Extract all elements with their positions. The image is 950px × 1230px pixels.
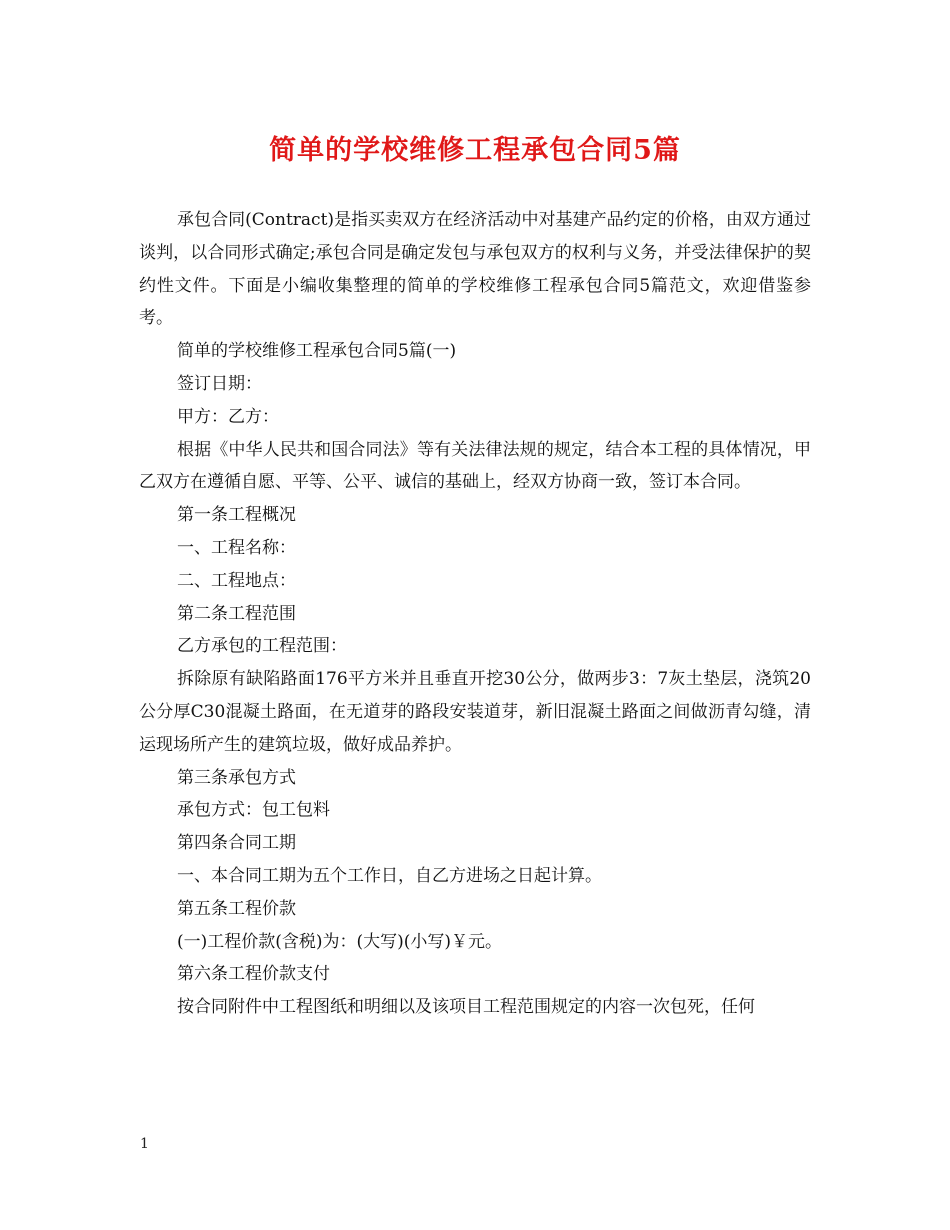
paragraph-parties: 甲方：乙方： — [177, 406, 279, 427]
paragraph-contract-method: 承包方式：包工包料 — [177, 800, 330, 821]
paragraph-project-location: 二、工程地点： — [177, 570, 296, 591]
paragraph-article-6: 第六条工程价款支付 — [177, 964, 330, 985]
paragraph-article-2: 第二条工程范围 — [177, 603, 296, 624]
paragraph-article-1: 第一条工程概况 — [177, 505, 296, 526]
paragraph-sign-date: 签订日期： — [177, 373, 262, 394]
paragraph-article-3: 第三条承包方式 — [177, 767, 296, 788]
paragraph-scope-detail: 拆除原有缺陷路面176平方米并且垂直开挖30公分，做两步3：7灰土垫层，浇筑20公分厚C30混凝土路面，在无道芽的路段安装道芽，新旧混凝土路面之间做沥青勾缝，清运现场所产生的建筑垃圾，做好成品养护。 — [139, 669, 811, 755]
paragraph-project-name: 一、工程名称： — [177, 537, 296, 558]
paragraph-payment: 按合同附件中工程图纸和明细以及该项目工程范围规定的内容一次包死，任何 — [177, 997, 755, 1018]
document-title: 简单的学校维修工程承包合同5篇 — [269, 135, 681, 166]
paragraph-basis: 根据《中华人民共和国合同法》等有关法律法规的规定，结合本工程的具体情况，甲乙双方在遵循自愿、平等、公平、诚信的基础上，经双方协商一致，签订本合同。 — [139, 439, 811, 493]
page-number: 1 — [140, 1136, 149, 1152]
paragraph-article-4: 第四条合同工期 — [177, 833, 296, 854]
paragraph-contract-heading: 简单的学校维修工程承包合同5篇(一) — [177, 341, 457, 362]
paragraph-scope-label: 乙方承包的工程范围： — [177, 636, 347, 657]
paragraph-article-5: 第五条工程价款 — [177, 898, 296, 919]
paragraph-price: (一)工程价款(含税)为：(大写)(小写)￥元。 — [177, 931, 503, 952]
paragraph-intro: 承包合同(Contract)是指买卖双方在经济活动中对基建产品约定的价格，由双方通过谈判，以合同形式确定;承包合同是确定发包与承包双方的权利与义务，并受法律保护的契约性文件。下面是小编收集整理的简单的学校维修工程承包合同5篇范文，欢迎借鉴参考。 — [139, 210, 811, 329]
document-body — [139, 204, 811, 1024]
paragraph-duration: 一、本合同工期为五个工作日，自乙方进场之日起计算。 — [177, 865, 602, 886]
